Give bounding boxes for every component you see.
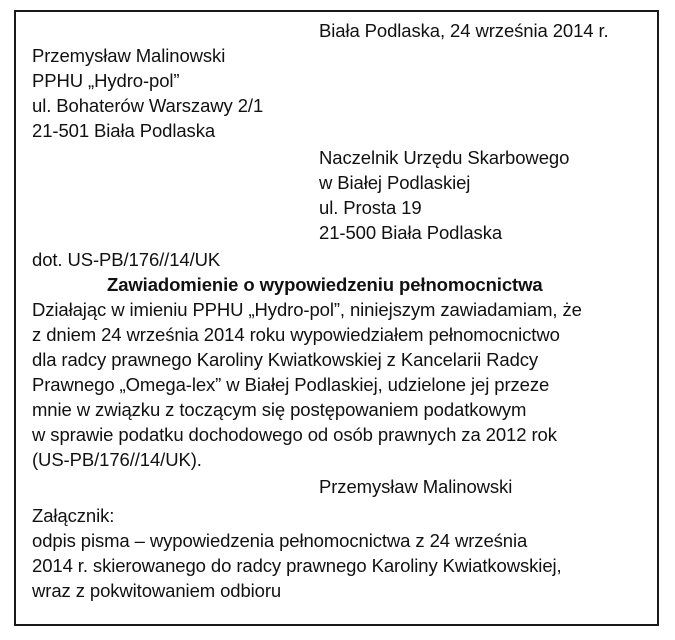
body-line: (US-PB/176//14/UK). xyxy=(32,449,202,470)
recipient-street: ul. Prosta 19 xyxy=(319,197,422,218)
body-line: dla radcy prawnego Karoliny Kwiatkowskiej z Kancelarii Radcy xyxy=(32,349,539,370)
place-date: Biała Podlaska, 24 września 2014 r. xyxy=(319,20,609,41)
recipient-office: Naczelnik Urzędu Skarbowego xyxy=(319,147,570,168)
attachment-label: Załącznik: xyxy=(32,505,115,526)
body-line: w sprawie podatku dochodowego od osób prawnych za 2012 rok xyxy=(32,424,557,445)
body-line: z dniem 24 września 2014 roku wypowiedziałem pełnomocnictwo xyxy=(32,324,560,345)
recipient-location: w Białej Podlaskiej xyxy=(319,172,471,193)
body-line: Prawnego „Omega-lex” w Białej Podlaskiej, udzielone jej przeze xyxy=(32,374,550,395)
sender-street: ul. Bohaterów Warszawy 2/1 xyxy=(32,95,264,116)
attachment-line: odpis pisma – wypowiedzenia pełnomocnictwa z 24 września xyxy=(32,530,528,551)
recipient-city: 21-500 Biała Podlaska xyxy=(319,222,503,243)
sender-city: 21-501 Biała Podlaska xyxy=(32,120,216,141)
attachment-line: 2014 r. skierowanego do radcy prawnego Karoliny Kwiatkowskiej, xyxy=(32,555,562,576)
reference-number: dot. US-PB/176//14/UK xyxy=(32,249,221,270)
attachment-line: wraz z pokwitowaniem odbioru xyxy=(32,580,282,601)
sender-company: PPHU „Hydro-pol” xyxy=(32,70,180,91)
signature: Przemysław Malinowski xyxy=(319,476,513,497)
body-line: Działając w imieniu PPHU „Hydro-pol”, niniejszym zawiadamiam, że xyxy=(32,299,582,320)
sender-name: Przemysław Malinowski xyxy=(32,45,226,66)
subject-title: Zawiadomienie o wypowiedzeniu pełnomocnictwa xyxy=(107,274,543,295)
body-line: mnie w związku z toczącym się postępowaniem podatkowym xyxy=(32,399,527,420)
